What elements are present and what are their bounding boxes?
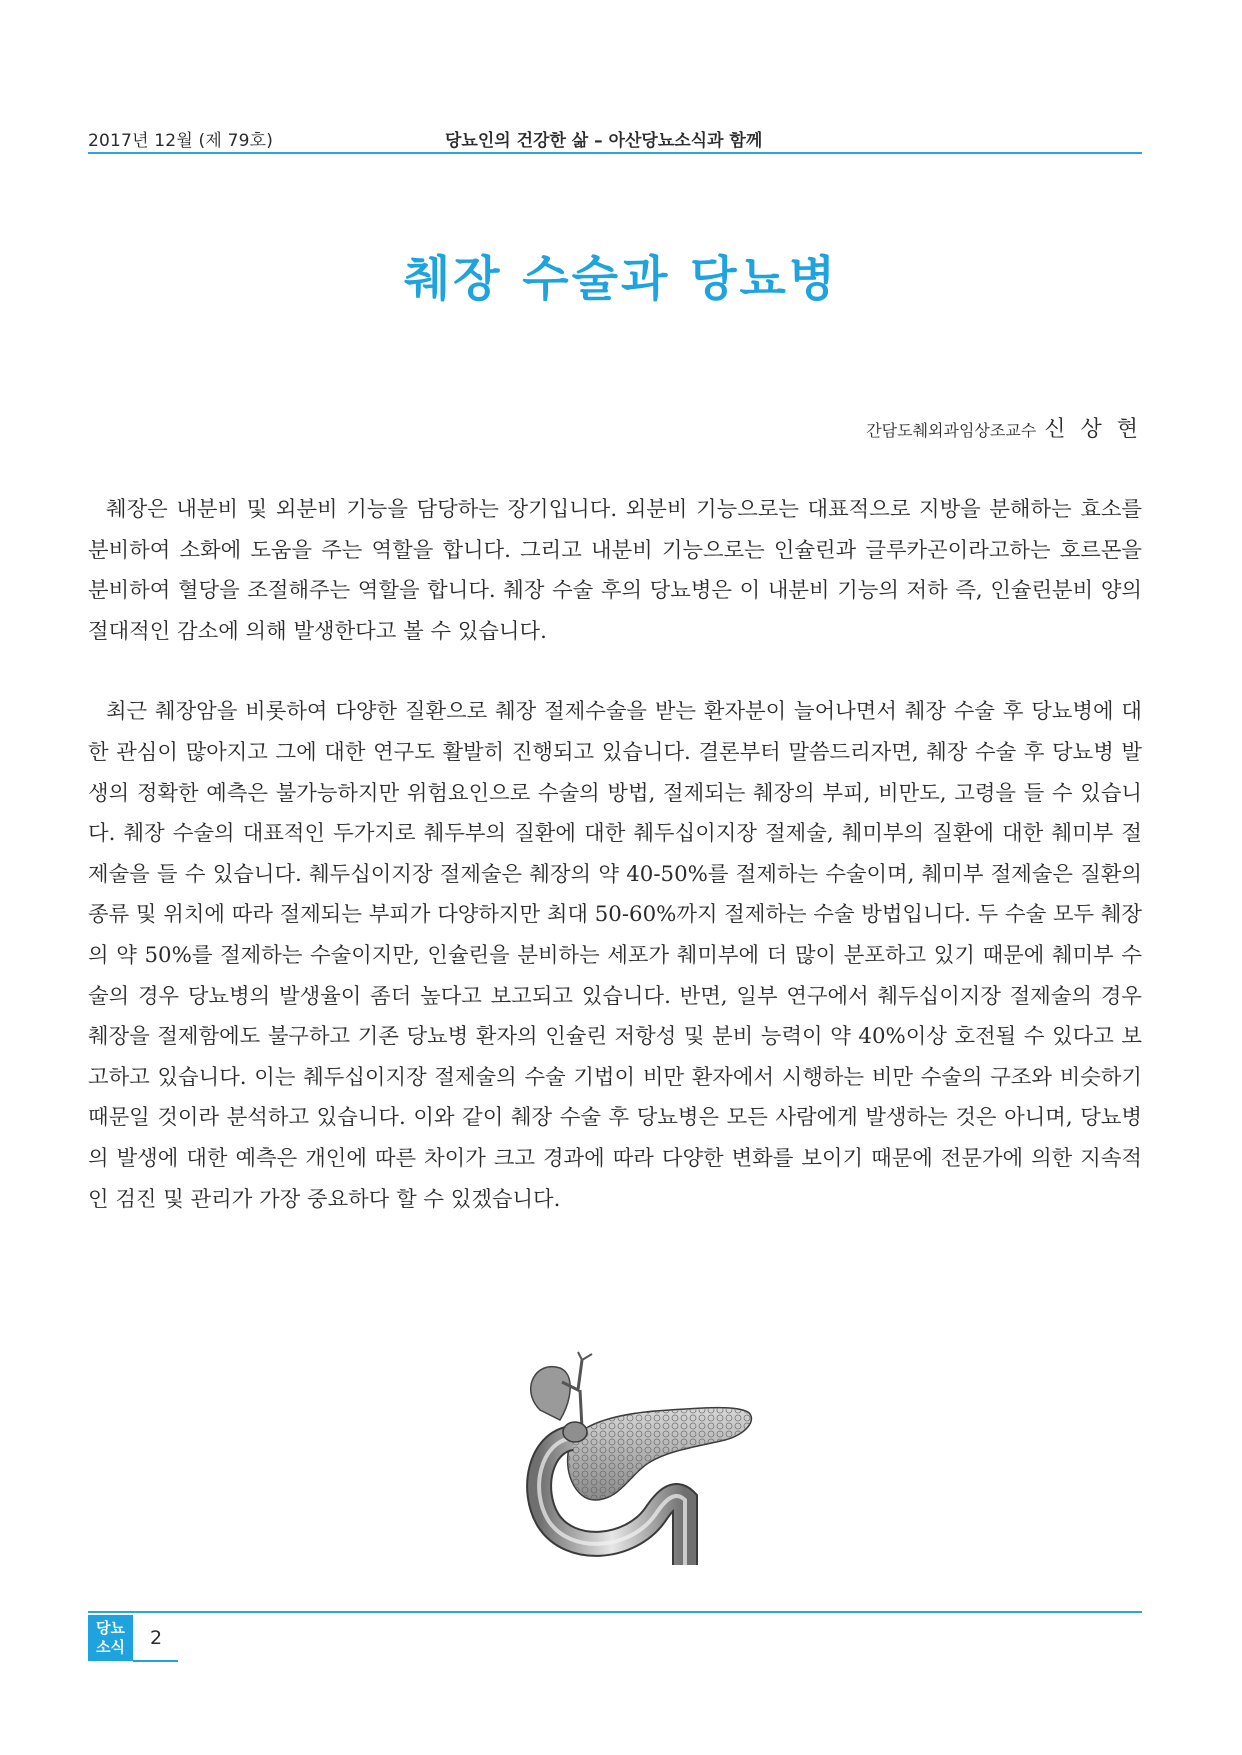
pancreas-illustration <box>500 1350 760 1580</box>
page-number: 2 <box>150 1627 163 1649</box>
article-body <box>88 490 1142 1220</box>
byline <box>866 412 1142 443</box>
author-affiliation: 간담도췌외과임상조교수 <box>866 421 1037 440</box>
newsletter-badge <box>88 1615 133 1661</box>
badge-line-1: 당뇨 <box>96 1619 125 1637</box>
article-title: 췌장 수술과 당뇨병 <box>403 251 839 307</box>
page-number-underline <box>133 1660 178 1662</box>
badge-line-2: 소식 <box>96 1638 125 1656</box>
paragraph-1: 췌장은 내분비 및 외분비 기능을 담당하는 장기입니다. 외분비 기능으로는 대표적으로 지방을 분해하는 효소를 분비하여 소화에 도움을 주는 역할을 합니다. 그리고 내분비 기능으로는 인슐린과 글루카곤이라고하는 호르몬을 분비하여 혈당을 조절해주는 역할을 합니다. 췌장 수술 후의 당뇨병은 이 내분비 기능의 저하 즉, 인슐린분비 양의 절대적인 감소에 의해 발생한다고 볼 수 있습니다. <box>88 497 1142 644</box>
newsletter-subtitle: 당뇨인의 건강한 삶 – 아산당뇨소식과 함께 <box>445 131 763 151</box>
footer-divider <box>88 1611 1142 1613</box>
pancreas-icon <box>500 1350 760 1580</box>
issue-info: 2017년 12월 (제 79호) <box>88 131 274 151</box>
author-name: 신 상 현 <box>1044 417 1142 442</box>
header-divider <box>88 152 1142 154</box>
paragraph-2: 최근 췌장암을 비롯하여 다양한 질환으로 췌장 절제수술을 받는 환자분이 늘어나면서 췌장 수술 후 당뇨병에 대한 관심이 많아지고 그에 대한 연구도 활발히 진행되고 있습니다. 결론부터 말씀드리자면, 췌장 수술 후 당뇨병 발생의 정확한 예측은 불가능하지만 위험요인으로 수술의 방법, 절제되는 췌장의 부피, 비만도, 고령을 들 수 있습니다. 췌장 수술의 대표적인 두가지로 췌두부의 질환에 대한 췌두십이지장 절제술, 췌미부의 질환에 대한 췌미부 절제술을 들 수 있습니다. 췌두십이지장 절제술은 췌장의 약 40-50%를 절제하는 수술이며, 췌미부 절제술은 질환의 종류 및 위치에 따라 절제되는 부피가 다양하지만 최대 50-60%까지 절제하는 수술 방법입니다. 두 수술 모두 췌장의 약 50%를 절제하는 수술이지만, 인슐린을 분비하는 세포가 췌미부에 더 많이 분포하고 있기 때문에 췌미부 수술의 경우 당뇨병의 발생율이 좀더 높다고 보고되고 있습니다. 반면, 일부 연구에서 췌두십이지장 절제술의 경우 췌장을 절제함에도 불구하고 기존 당뇨병 환자의 인슐린 저항성 및 분비 능력이 약 40%이상 호전될 수 있다고 보고하고 있습니다. 이는 췌두십이지장 절제술의 수술 기법이 비만 환자에서 시행하는 비만 수술의 구조와 비슷하기 때문일 것이라 분석하고 있습니다. 이와 같이 췌장 수술 후 당뇨병은 모든 사람에게 발생하는 것은 아니며, 당뇨병의 발생에 대한 예측은 개인에 따른 차이가 크고 경과에 따라 다양한 변화를 보이기 때문에 전문가에 의한 지속적인 검진 및 관리가 가장 중요하다 할 수 있겠습니다. <box>88 699 1143 1212</box>
